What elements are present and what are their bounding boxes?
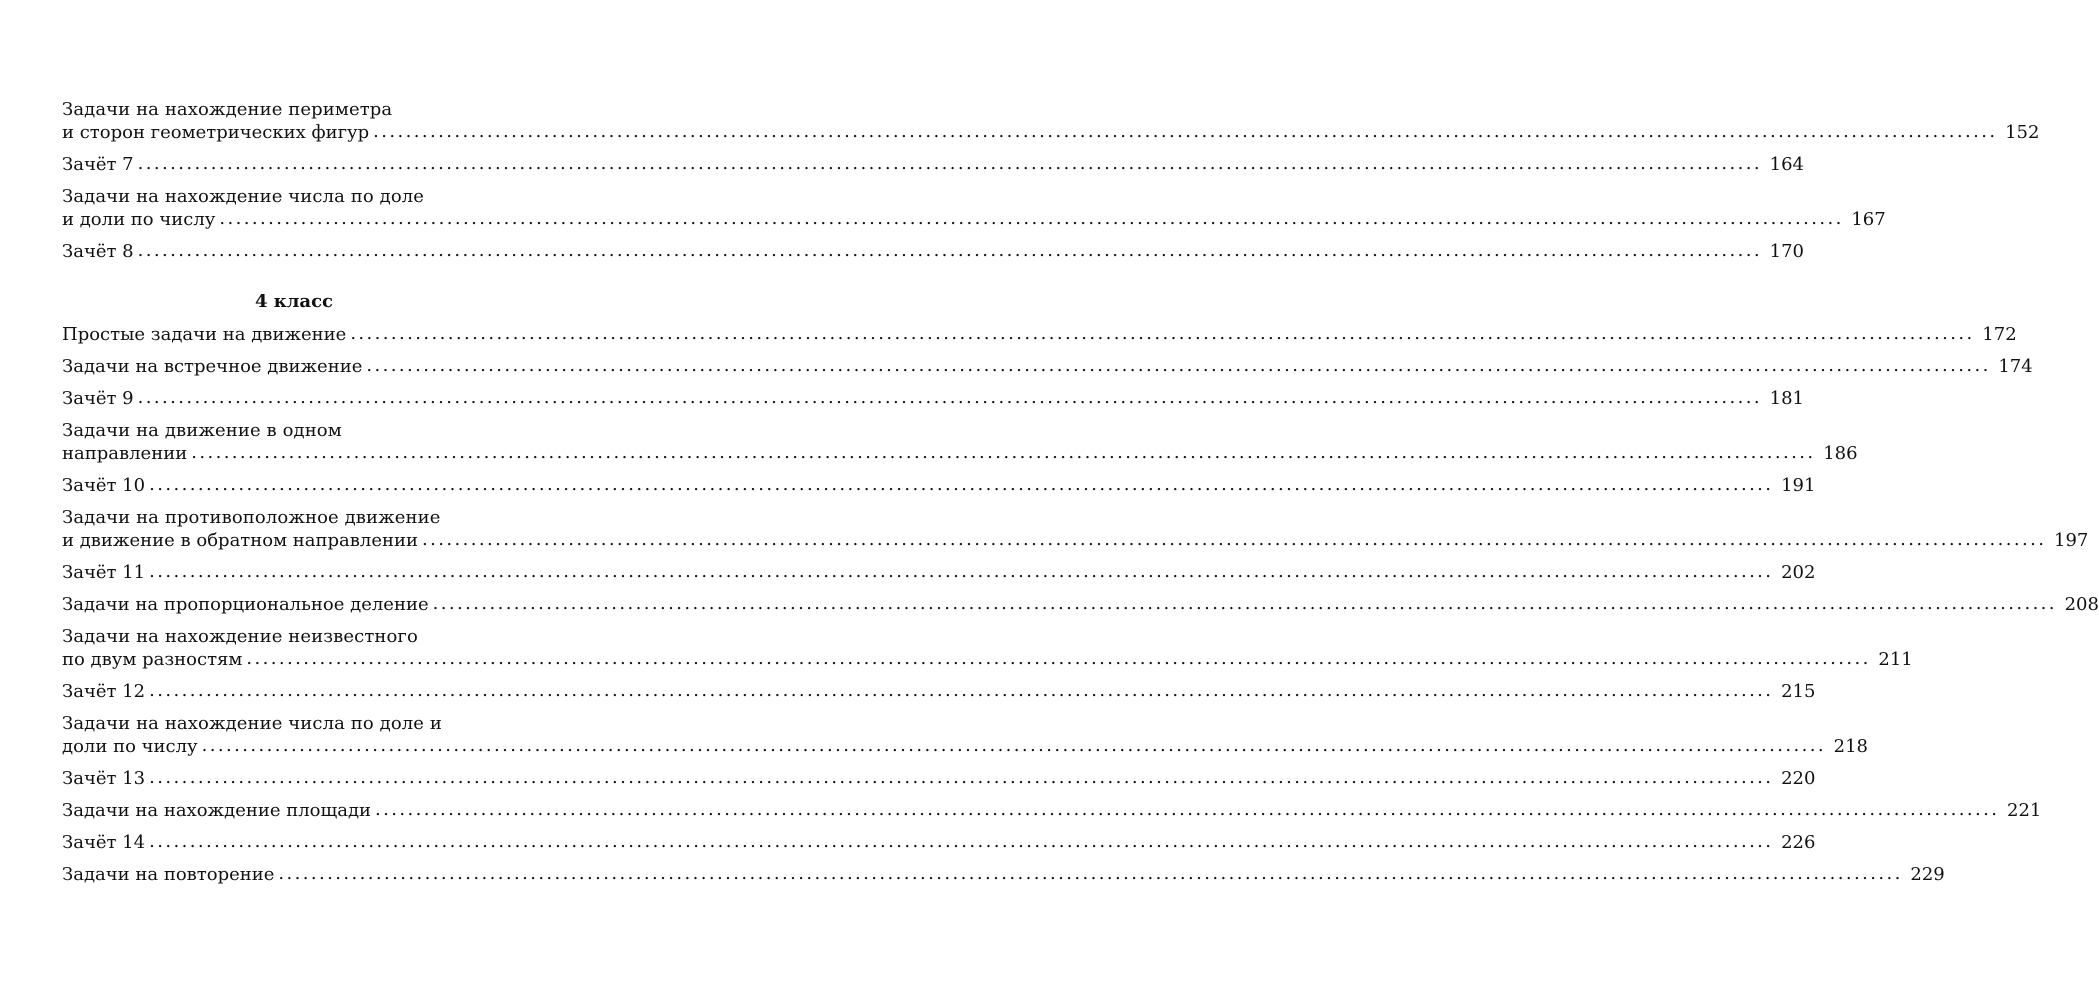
toc-section [62,98,2040,263]
entry-title: Зачёт 11 [62,562,146,583]
entry-title-line: Задачи на противоположное движение [62,507,441,528]
toc-entry [62,625,1913,671]
entry-title-line: Задачи на движение в одном [62,420,342,441]
toc-entry [62,323,2017,346]
dot-leader: ........................................................................................................................................................................................................ [137,240,1762,261]
toc-entry [62,153,1804,176]
page-number: 221 [2007,800,2042,821]
toc-entry [62,387,1804,410]
entry-title: Простые задачи на движение [62,324,347,345]
entry-title: Зачёт 13 [62,768,146,789]
toc-section [62,290,2099,886]
entry-row [62,387,1804,410]
page-number: 226 [1781,832,1816,853]
entry-title: Зачёт 9 [62,388,134,409]
dot-leader: ........................................................................................................................................................................................................ [432,593,2057,614]
toc-entry [62,593,2099,616]
entry-title-line: Задачи на нахождение неизвестного [62,626,418,647]
dot-leader: ........................................................................................................................................................................................................ [350,323,1975,344]
dot-leader: ........................................................................................................................................................................................................ [373,121,1998,142]
dot-leader: ........................................................................................................................................................................................................ [191,442,1816,463]
toc-entry [62,506,2089,552]
page-number: 186 [1823,443,1858,464]
toc-entry [62,680,1816,703]
dot-leader: ........................................................................................................................................................................................................ [201,735,1826,756]
dot-leader: ........................................................................................................................................................................................................ [366,355,1991,376]
entry-title-line: Задачи на нахождение периметра [62,99,393,120]
entry-row [62,355,2033,378]
page-number: 164 [1769,154,1804,175]
toc-entry [62,240,1804,263]
entry-title: доли по числу [62,736,198,757]
entry-row [62,735,1868,758]
page-number: 181 [1769,388,1804,409]
entry-title: Зачёт 8 [62,241,134,262]
toc-entry [62,799,2042,822]
dot-leader: ........................................................................................................................................................................................................ [149,680,1774,701]
page-number: 208 [2064,594,2099,615]
entry-row [62,648,1913,671]
toc-entry [62,98,2040,144]
entry-title-line: Задачи на нахождение числа по доле и [62,713,442,734]
page-number: 191 [1781,475,1816,496]
section-heading: 4 класс [254,291,334,312]
entry-title: Задачи на встречное движение [62,356,363,377]
entry-row [62,529,2089,552]
entry-title: Задачи на нахождение площади [62,800,372,821]
entry-title: Задачи на повторение [62,864,275,885]
entry-title: и сторон геометрических фигур [62,122,370,143]
entry-row [62,767,1816,790]
entry-row [62,799,2042,822]
page-number: 197 [2054,530,2089,551]
toc-entry [62,712,1868,758]
dot-leader: ........................................................................................................................................................................................................ [375,799,2000,820]
entry-title: по двум разностям [62,649,243,670]
entry-row [62,121,2040,144]
dot-leader: ........................................................................................................................................................................................................ [219,208,1844,229]
dot-leader: ........................................................................................................................................................................................................ [137,387,1762,408]
entry-title: и доли по числу [62,209,216,230]
toc-entry [62,355,2033,378]
toc-entry [62,767,1816,790]
dot-leader: ........................................................................................................................................................................................................ [137,153,1762,174]
entry-row [62,208,1886,231]
entry-row [62,831,1816,854]
dot-leader: ........................................................................................................................................................................................................ [149,561,1774,582]
entry-title: Зачёт 14 [62,832,146,853]
entry-row [62,153,1804,176]
page-number: 229 [1910,864,1945,885]
entry-row [62,680,1816,703]
page-number: 211 [1878,649,1913,670]
entry-row [62,593,2099,616]
toc-entry [62,419,1858,465]
dot-leader: ........................................................................................................................................................................................................ [278,863,1903,884]
toc-entry [62,863,1945,886]
entry-row [62,474,1816,497]
page-number: 218 [1833,736,1868,757]
page-number: 202 [1781,562,1816,583]
entry-row [62,561,1816,584]
dot-leader: ........................................................................................................................................................................................................ [149,474,1774,495]
dot-leader: ........................................................................................................................................................................................................ [149,767,1774,788]
entry-title: Зачёт 12 [62,681,146,702]
dot-leader: ........................................................................................................................................................................................................ [246,648,1871,669]
entry-title: Зачёт 7 [62,154,134,175]
page-number: 172 [1982,324,2017,345]
page-number: 174 [1998,356,2033,377]
dot-leader: ........................................................................................................................................................................................................ [149,831,1774,852]
page-number: 167 [1851,209,1886,230]
entry-row [62,323,2017,346]
entry-title-line: Задачи на нахождение числа по доле [62,186,425,207]
entry-row [62,442,1858,465]
toc-entry [62,185,1886,231]
entry-title: Задачи на пропорциональное деление [62,594,429,615]
toc-entry [62,474,1816,497]
entry-title: направлении [62,443,188,464]
dot-leader: ........................................................................................................................................................................................................ [422,529,2047,550]
table-of-contents [62,98,2099,895]
entry-title: и движение в обратном направлении [62,530,419,551]
page-number: 220 [1781,768,1816,789]
toc-entry [62,561,1816,584]
entry-title: Зачёт 10 [62,475,146,496]
page-number: 215 [1781,681,1816,702]
entry-row [62,240,1804,263]
toc-entry [62,831,1816,854]
entry-row [62,863,1945,886]
page-number: 170 [1769,241,1804,262]
page-number: 152 [2005,122,2040,143]
